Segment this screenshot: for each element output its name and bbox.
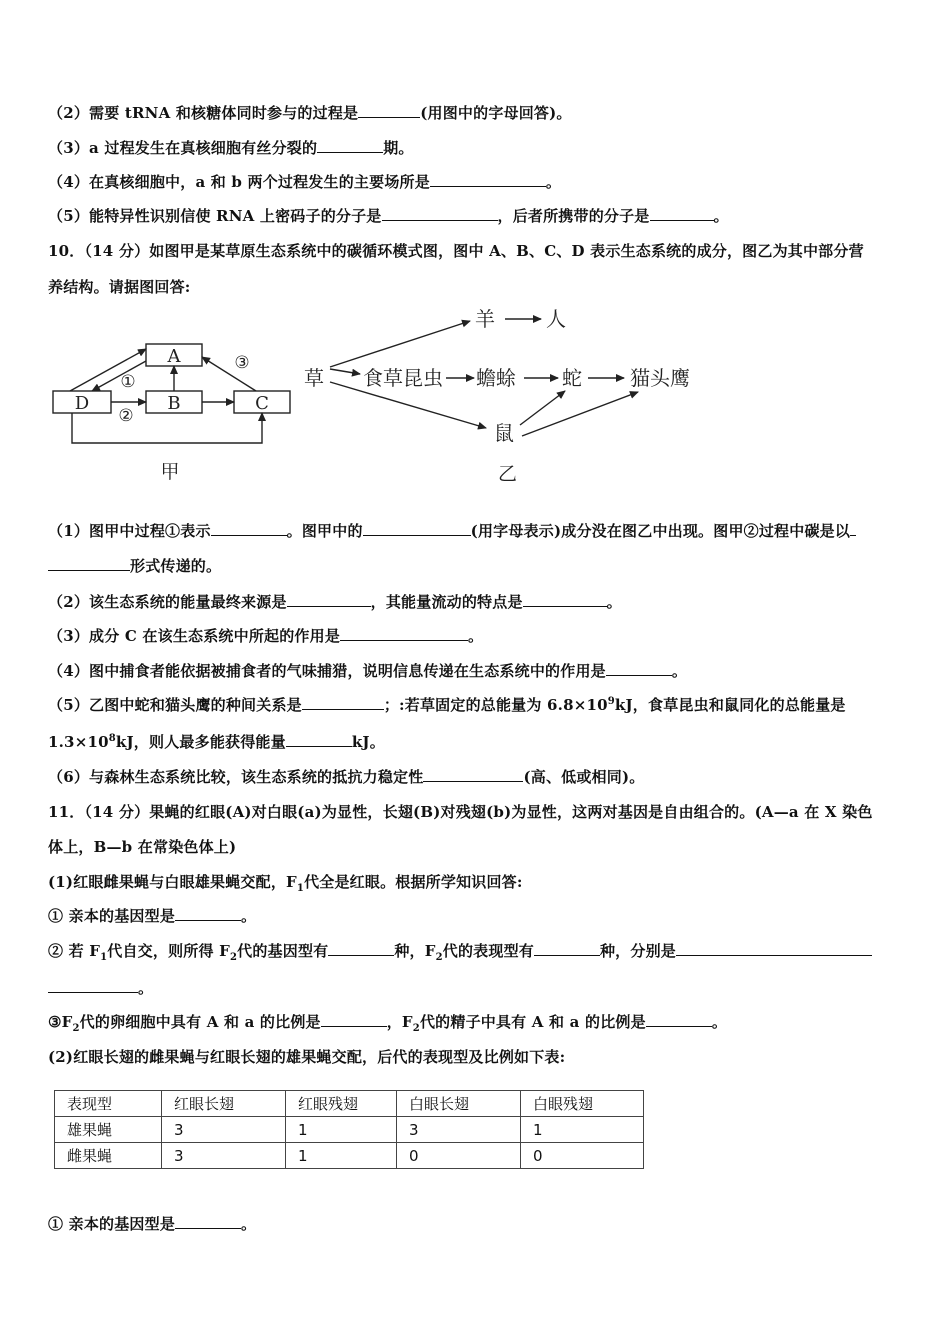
box-a-label: A — [167, 346, 181, 367]
q11-part-1-item-1: ① 亲本的基因型是 。 — [48, 907, 257, 925]
arrow-grass-to-insect — [330, 369, 360, 374]
table-cell: 3 — [162, 1117, 286, 1143]
arrow-grass-to-sheep — [330, 321, 470, 367]
q11-part-1-item-2-line2: 。 — [48, 977, 153, 998]
answer-blank[interactable] — [340, 626, 468, 641]
answer-blank[interactable] — [430, 172, 546, 187]
answer-blank[interactable] — [382, 206, 498, 221]
answer-blank[interactable] — [286, 732, 352, 747]
answer-blank[interactable] — [358, 103, 420, 118]
node-mouse: 鼠 — [494, 421, 514, 445]
node-sheep: 羊 — [475, 307, 495, 331]
answer-blank[interactable] — [321, 1012, 387, 1027]
q11-part-2: (2)红眼长翅的雌果蝇与红眼长翅的雄果蝇交配，后代的表现型及比例如下表: — [48, 1048, 566, 1066]
diagram-yi-caption: 乙 — [498, 463, 518, 485]
table-cell: 3 — [397, 1117, 521, 1143]
q10-item-1-line2: 形式传递的。 — [48, 555, 221, 576]
q9-item-4: （4）在真核细胞中，a 和 b 两个过程发生的主要场所是 。 — [48, 173, 562, 191]
q10-intro-line1: 10．（14 分）如图甲是某草原生态系统中的碳循环模式图，图中 A、B、C、D 表示生态系统的成分，图乙为其中部分营 — [48, 242, 864, 260]
table-cell: 1 — [286, 1143, 397, 1169]
q9-item-5: （5）能特异性识别信使 RNA 上密码子的分子是 ，后者所携带的分子是 。 — [48, 207, 729, 225]
answer-blank[interactable] — [534, 941, 600, 956]
q11-part-1-item-3: $③F_2$代的卵细胞中具有 A 和 a 的比例是 ，$F_2$代的精子中具有 A 和 a 的比例是 。 — [48, 1013, 728, 1034]
table-header-cell: 表现型 — [55, 1091, 162, 1117]
answer-blank[interactable] — [523, 592, 607, 607]
answer-blank[interactable] — [175, 1214, 241, 1229]
answer-blank[interactable] — [646, 1012, 712, 1027]
table-header-cell: 白眼长翅 — [397, 1091, 521, 1117]
arrow-mouse-to-owl — [522, 392, 638, 436]
node-herbivorous-insect: 食草昆虫 — [363, 366, 443, 390]
node-grass: 草 — [304, 366, 324, 390]
table-cell: 0 — [521, 1143, 644, 1169]
q10-item-1-line1: （1）图甲中过程①表示 。图甲中的 (用字母表示)成分没在图乙中出现。图甲②过程中碳是以 — [48, 520, 856, 541]
q11-part-1: (1)红眼雌果蝇与白眼雄果蝇交配，$F_1$代全是红眼。根据所学知识回答: — [48, 873, 523, 894]
process-2-label: ② — [118, 406, 134, 426]
q11-intro-line1: 11．（14 分）果蝇的红眼(A)对白眼(a)为显性，长翅(B)对残翅(b)为显性，这两对基因是自由组合的。(A—a 在 X 染色 — [48, 803, 873, 821]
arrow-mouse-to-snake — [520, 391, 565, 425]
q9-item-3: （3）a 过程发生在真核细胞有丝分裂的 期。 — [48, 139, 414, 157]
box-b-label: B — [167, 393, 181, 414]
q11-part-2-item-1: ① 亲本的基因型是 。 — [48, 1215, 257, 1233]
q10-intro-line2: 养结构。请据图回答: — [48, 278, 191, 296]
table-cell: 雌果蝇 — [55, 1143, 162, 1169]
table-row — [55, 1143, 644, 1169]
q10-item-4: （4）图中捕食者能依据被捕食者的气味捕猎，说明信息传递在生态系统中的作用是 。 — [48, 662, 688, 680]
q10-item-3: （3）成分 C 在该生态系统中所起的作用是 。 — [48, 627, 484, 645]
box-d-label: D — [74, 393, 90, 414]
table-cell: 1 — [521, 1117, 644, 1143]
q11-intro-line2: 体上，B—b 在常染色体上) — [48, 838, 237, 856]
table-cell: 1 — [286, 1117, 397, 1143]
node-toad: 蟾蜍 — [476, 366, 516, 390]
q10-item-5-line2: $1.3\times 10^8kJ$，则人最多能获得能量 kJ。 — [48, 733, 385, 751]
arrow-d-to-c — [72, 413, 262, 443]
diagram-jia-caption: 甲 — [160, 461, 180, 483]
answer-blank[interactable] — [317, 138, 383, 153]
table-cell: 0 — [397, 1143, 521, 1169]
q10-item-6: （6）与森林生态系统比较，该生态系统的抵抗力稳定性 (高、低或相同)。 — [48, 768, 645, 786]
answer-blank[interactable] — [363, 521, 471, 536]
box-c-label: C — [255, 393, 269, 414]
table-cell: 3 — [162, 1143, 286, 1169]
q11-part-1-item-2-line1: ② 若 $F_1$代自交，则所得 $F_2$代的基因型有 种，$F_2$代的表现型有 种，分别是 — [48, 940, 872, 963]
answer-blank[interactable] — [48, 556, 130, 571]
answer-blank[interactable] — [328, 941, 394, 956]
q9-item-2: （2）需要 tRNA 和核糖体同时参与的过程是 (用图中的字母回答)。 — [48, 104, 572, 122]
table-header-cell: 红眼长翅 — [162, 1091, 286, 1117]
node-snake: 蛇 — [562, 366, 582, 390]
answer-blank[interactable] — [211, 521, 287, 536]
table-header-cell: 白眼残翅 — [521, 1091, 644, 1117]
table-cell: 雄果蝇 — [55, 1117, 162, 1143]
carbon-cycle-and-food-web-diagram — [0, 295, 950, 495]
node-owl: 猫头鹰 — [630, 366, 690, 390]
process-1-label: ① — [120, 372, 136, 392]
answer-blank[interactable] — [423, 767, 523, 782]
answer-blank[interactable] — [606, 661, 672, 676]
answer-blank[interactable] — [850, 521, 856, 536]
table-row — [55, 1117, 644, 1143]
answer-blank[interactable] — [302, 695, 384, 710]
table-header-cell: 红眼残翅 — [286, 1091, 397, 1117]
node-human: 人 — [546, 307, 566, 331]
answer-blank[interactable] — [650, 206, 714, 221]
q10-item-5-line1: （5）乙图中蛇和猫头鹰的种间关系是 ；:若草固定的总能量为 $6.8\times 10^9kJ$，食草昆虫和鼠同化的总能量是 — [48, 696, 846, 714]
answer-blank[interactable] — [175, 906, 241, 921]
arrow-a-to-d — [92, 361, 146, 391]
answer-blank[interactable] — [676, 941, 872, 956]
answer-blank[interactable] — [287, 592, 371, 607]
q10-item-2: （2）该生态系统的能量最终来源是 ，其能量流动的特点是 。 — [48, 593, 622, 611]
table-header-row — [55, 1091, 644, 1117]
process-3-label: ③ — [234, 353, 250, 373]
answer-blank[interactable] — [48, 978, 138, 993]
phenotype-table — [54, 1090, 644, 1169]
